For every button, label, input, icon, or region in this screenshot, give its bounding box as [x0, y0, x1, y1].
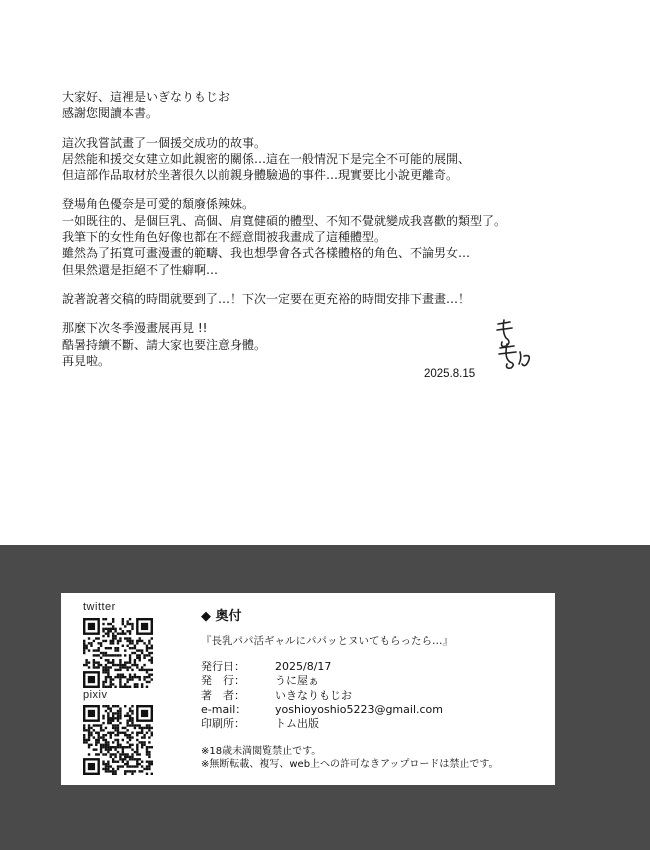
afterword-line: 但果然還是拒絕不了性癖啊… — [62, 262, 219, 277]
info-label: 発行日： — [201, 660, 245, 673]
note-age-restriction: ※18歳未満閲覧禁止です。 — [201, 746, 322, 757]
book-title: 『長乳パパ活ギャルにパパッとヌいてもらったら…』 — [201, 635, 453, 647]
afterword-line: 感謝您閱讀本書。 — [62, 106, 159, 121]
afterword-line: 說著說著交稿的時間就要到了…！下次一定要在更充裕的時間安排下畫畫…！ — [62, 291, 471, 306]
info-row-publisher — [201, 674, 443, 688]
info-label: 著 者： — [201, 688, 245, 702]
note-copyright: ※無断転載、複写、web上への許可なきアップロードは禁止です。 — [201, 759, 499, 770]
afterword-paragraph — [62, 320, 622, 369]
colophon-info — [201, 660, 443, 731]
afterword-paragraph — [62, 196, 622, 277]
afterword-line: 但這部作品取材於坐著很久以前親身體驗過的事件…現實要比小說更離奇。 — [62, 168, 459, 183]
pixiv-qr-code-icon — [83, 705, 153, 775]
info-row-printer — [201, 717, 443, 731]
signature-icon — [492, 318, 536, 370]
pixiv-label: pixiv — [83, 689, 108, 701]
afterword-line: 一如既往的、是個巨乳、高個、肩寬健碩的體型、不知不覺就變成我喜歡的類型了。 — [62, 213, 507, 228]
info-row-email — [201, 703, 443, 717]
afterword-line: 居然能和援交女建立如此親密的關係…這在一般情況下是完全不可能的展開、 — [62, 151, 471, 166]
info-value: いきなりもじお — [275, 688, 352, 702]
afterword-line: 酷暑持續不斷、請大家也要注意身體。 — [62, 337, 267, 352]
afterword-paragraph — [62, 89, 622, 122]
twitter-qr-code-icon — [83, 618, 153, 688]
info-value: うに屋ぁ — [275, 674, 319, 688]
info-label: e-mail： — [201, 702, 247, 716]
info-label: 発 行： — [201, 674, 245, 688]
afterword-line: 那麼下次冬季漫畫展再見 !! — [62, 321, 208, 336]
afterword-line: 大家好、這裡是いぎなりもじお — [62, 90, 231, 104]
info-value: yoshioyoshio5223@gmail.com — [275, 702, 443, 716]
info-row-author — [201, 689, 443, 703]
afterword-line: 這次我嘗試畫了一個援交成功的故事。 — [62, 135, 267, 150]
afterword-line: 雖然為了拓寬可畫漫畫的範疇、我也想學會各式各樣體格的角色、不論男女… — [62, 246, 471, 261]
info-row-issue-date — [201, 660, 443, 674]
afterword-paragraph — [62, 291, 622, 307]
info-label: 印刷所： — [201, 717, 245, 731]
colophon-notes — [201, 745, 499, 771]
info-value: トム出版 — [275, 717, 319, 731]
colophon-title: ◆ 奥付 — [201, 609, 242, 624]
afterword-line: 再見啦。 — [62, 353, 111, 368]
colophon-card — [61, 593, 555, 785]
afterword-line: 登場角色優奈是可愛的頹廢係辣妹。 — [62, 197, 255, 212]
info-value: 2025/8/17 — [275, 660, 332, 673]
afterword-date: 2025.8.15 — [424, 368, 476, 380]
afterword — [62, 89, 622, 382]
afterword-line: 我筆下的女性角色好像也都在不經意間被我畫成了這種體型。 — [62, 230, 387, 245]
afterword-paragraph — [62, 135, 622, 184]
twitter-label: twitter — [83, 601, 116, 613]
